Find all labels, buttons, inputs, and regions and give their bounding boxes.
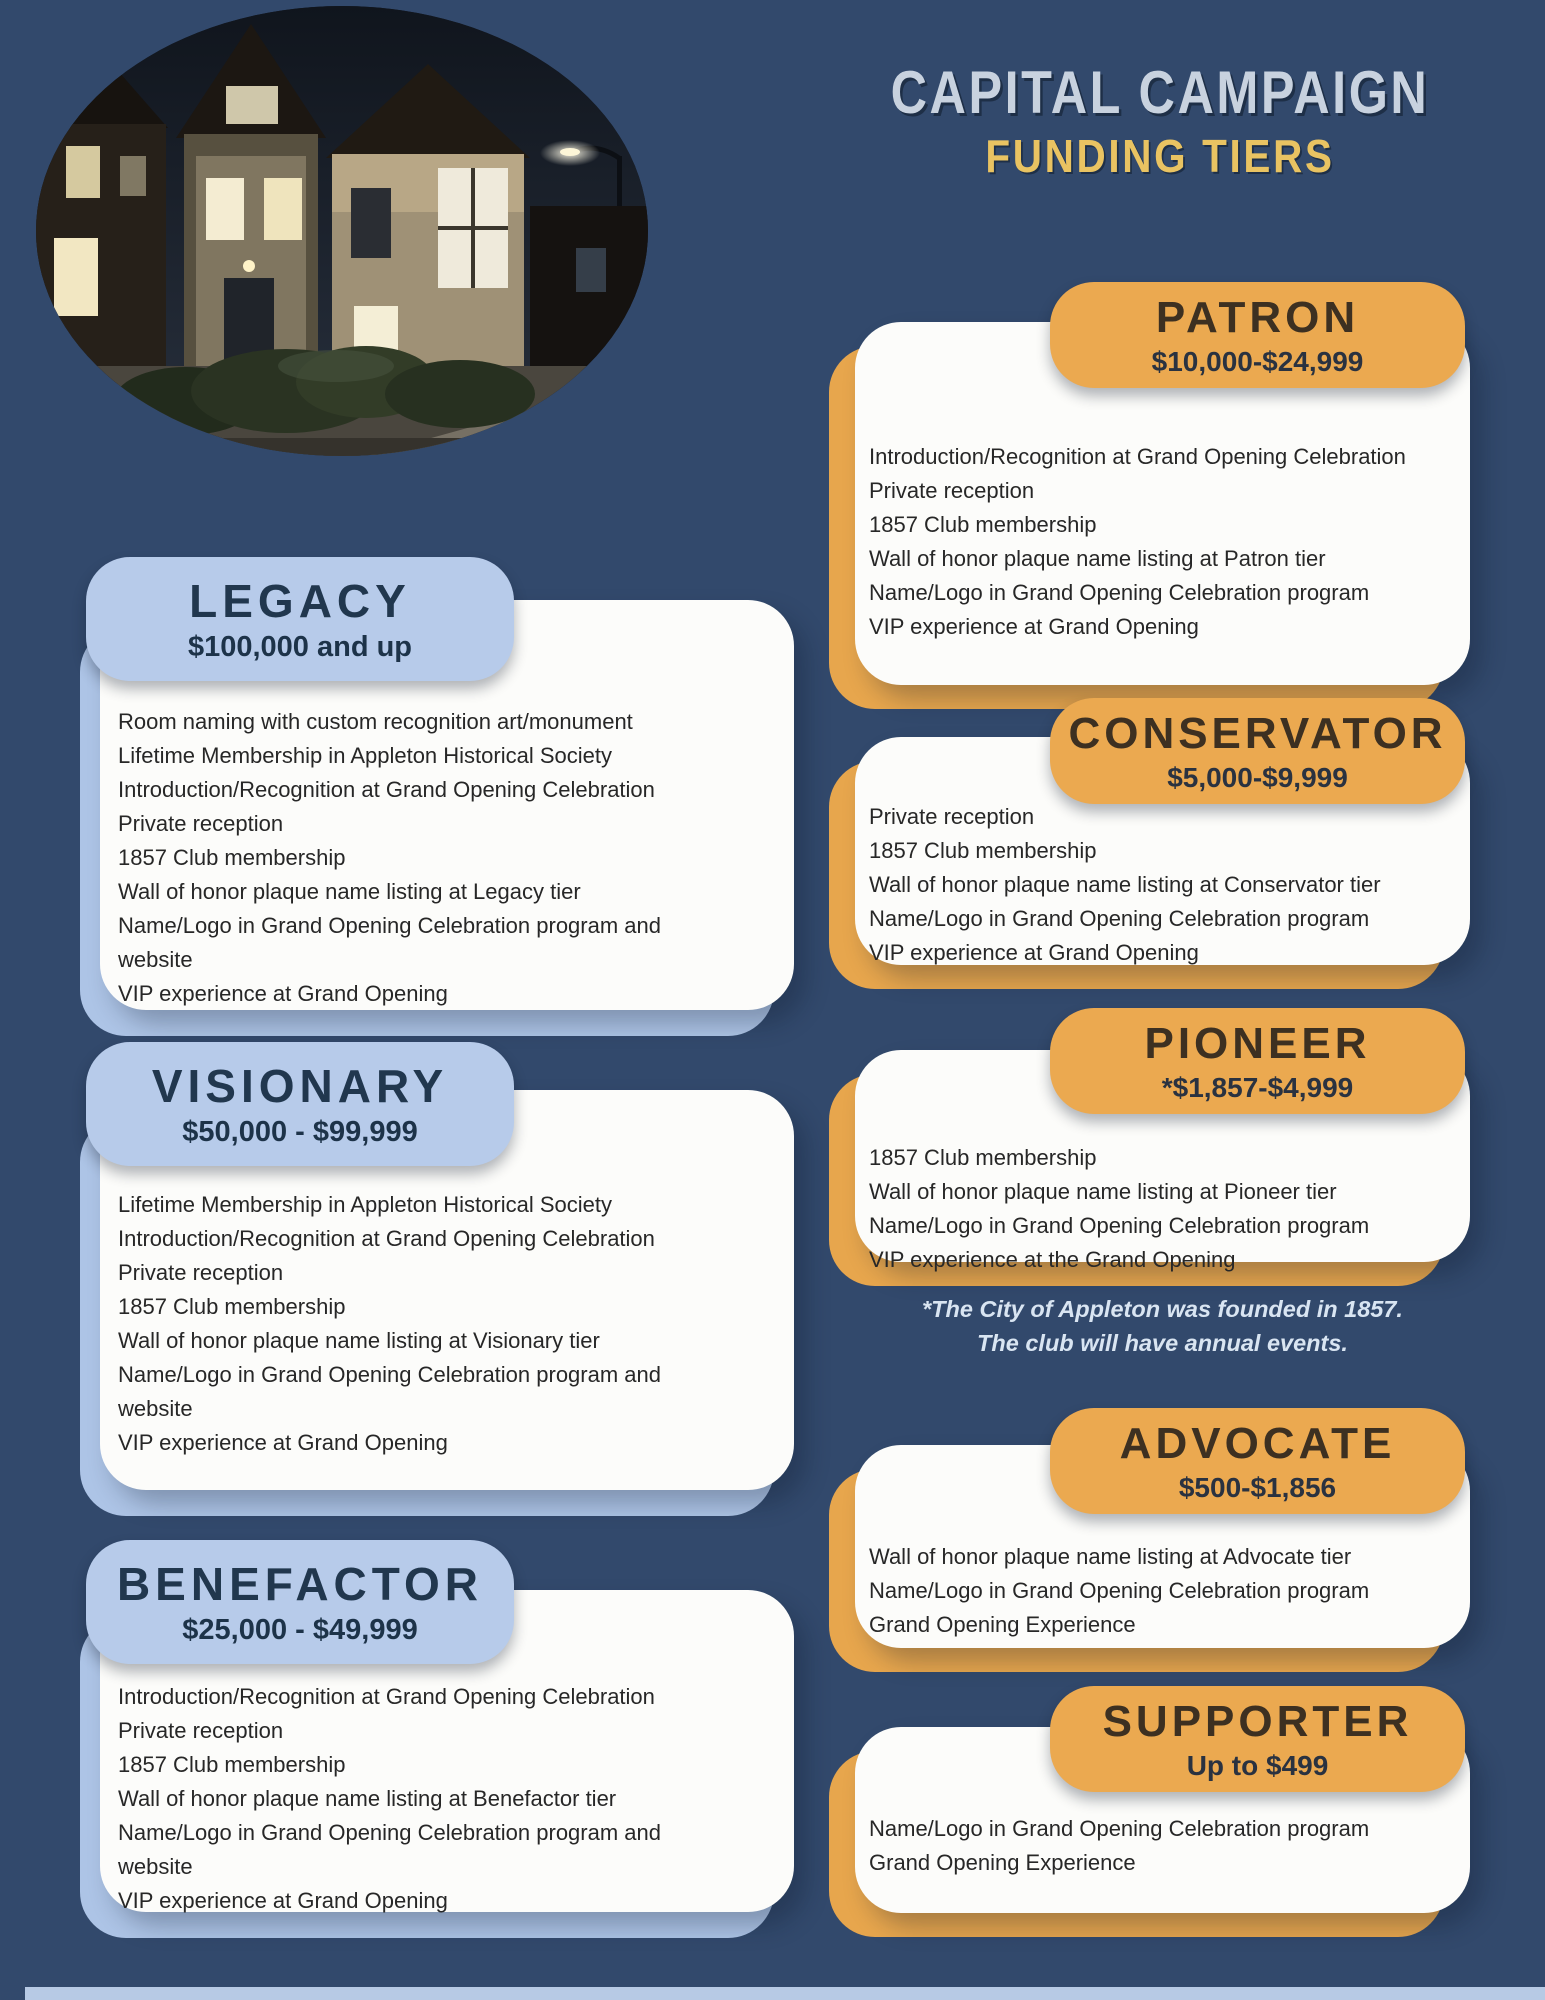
benefit-line: Private reception: [118, 811, 284, 836]
benefit-line: Wall of honor plaque name listing at Visionary tier: [118, 1328, 600, 1353]
benefit-line: Wall of honor plaque name listing at Legacy tier: [118, 879, 581, 904]
benefit-line: Introduction/Recognition at Grand Opening Celebration: [118, 1684, 655, 1709]
tier-range: $50,000 - $99,999: [182, 1116, 418, 1148]
tier-card-conservator: [855, 708, 1470, 965]
benefit-line: Private reception: [118, 1260, 284, 1285]
benefit-line: Name/Logo in Grand Opening Celebration program and website: [118, 1820, 661, 1879]
benefit-line: Grand Opening Experience: [869, 1850, 1136, 1875]
benefit-line: Lifetime Membership in Appleton Historical Society: [118, 743, 613, 768]
tier-range: $25,000 - $49,999: [182, 1614, 418, 1646]
benefit-line: Name/Logo in Grand Opening Celebration program and website: [118, 1362, 661, 1421]
benefit-line: Name/Logo in Grand Opening Celebration program: [869, 1816, 1370, 1841]
tier-card-advocate: [855, 1418, 1470, 1648]
footer-accent-bar: [25, 1987, 1545, 2000]
tier-name: BENEFACTOR: [116, 1558, 484, 1610]
benefit-line: Name/Logo in Grand Opening Celebration program: [869, 906, 1370, 931]
page-title: CAPITAL CAMPAIGN: [890, 59, 1430, 126]
benefit-line: 1857 Club membership: [869, 1145, 1097, 1170]
tier-range: Up to $499: [1186, 1749, 1329, 1781]
tier-range: $100,000 and up: [187, 631, 413, 663]
tier-name: SUPPORTER: [1102, 1696, 1413, 1746]
tier-pill-conservator: [1050, 698, 1465, 804]
tier-pill-advocate: [1050, 1408, 1465, 1514]
benefit-line: Name/Logo in Grand Opening Celebration program: [869, 580, 1370, 605]
benefit-line: VIP experience at the Grand Opening: [869, 1247, 1236, 1272]
tier-pill-patron: [1050, 282, 1465, 388]
footnote: [855, 1292, 1470, 1360]
benefit-list: [869, 1812, 1430, 1880]
tier-name: ADVOCATE: [1119, 1418, 1396, 1468]
tier-range: $10,000-$24,999: [1151, 345, 1364, 377]
footnote-line1: *The City of Appleton was founded in 1857.: [922, 1296, 1403, 1322]
benefit-line: Introduction/Recognition at Grand Opening Celebration: [118, 1226, 655, 1251]
benefit-line: 1857 Club membership: [869, 838, 1097, 863]
benefit-line: Name/Logo in Grand Opening Celebration program and website: [118, 913, 661, 972]
tier-range: *$1,857-$4,999: [1161, 1071, 1354, 1103]
benefit-line: 1857 Club membership: [118, 1752, 346, 1777]
benefit-line: Wall of honor plaque name listing at Benefactor tier: [118, 1786, 617, 1811]
benefit-line: 1857 Club membership: [118, 1294, 346, 1319]
benefit-line: Name/Logo in Grand Opening Celebration program: [869, 1213, 1370, 1238]
benefit-line: Wall of honor plaque name listing at Pioneer tier: [869, 1179, 1337, 1204]
benefit-line: Grand Opening Experience: [869, 1612, 1136, 1637]
benefit-list: [869, 440, 1430, 644]
benefit-line: Introduction/Recognition at Grand Opening Celebration: [118, 777, 655, 802]
benefit-list: [869, 800, 1430, 970]
benefit-line: VIP experience at Grand Opening: [869, 940, 1199, 965]
benefit-line: Private reception: [118, 1718, 284, 1743]
benefit-line: Introduction/Recognition at Grand Opening Celebration: [869, 444, 1406, 469]
page-subtitle: FUNDING TIERS: [985, 130, 1335, 182]
benefit-list: [869, 1540, 1430, 1642]
benefit-line: Lifetime Membership in Appleton Historical Society: [118, 1192, 613, 1217]
tier-pill-visionary: [86, 1042, 514, 1166]
tier-pill-legacy: [86, 557, 514, 681]
benefit-line: Private reception: [869, 804, 1035, 829]
benefit-line: VIP experience at Grand Opening: [118, 981, 448, 1006]
benefit-line: Wall of honor plaque name listing at Advocate tier: [869, 1544, 1352, 1569]
building-photo: [36, 6, 648, 456]
footnote-line2: The club will have annual events.: [977, 1330, 1348, 1356]
benefit-line: Room naming with custom recognition art/monument: [118, 709, 633, 734]
benefit-line: VIP experience at Grand Opening: [118, 1430, 448, 1455]
tier-card-benefactor: [100, 1558, 794, 1913]
tier-name: PIONEER: [1144, 1018, 1371, 1068]
tier-pill-pioneer: [1050, 1008, 1465, 1114]
benefit-line: VIP experience at Grand Opening: [118, 1888, 448, 1913]
building-photo-illustration: [36, 6, 648, 456]
benefit-line: Name/Logo in Grand Opening Celebration program: [869, 1578, 1370, 1603]
tier-name: PATRON: [1155, 292, 1360, 342]
tier-range: $500-$1,856: [1178, 1471, 1337, 1503]
benefit-list: [118, 1188, 694, 1460]
tier-card-patron: [855, 292, 1470, 685]
tier-pill-benefactor: [86, 1540, 514, 1664]
benefit-line: 1857 Club membership: [118, 845, 346, 870]
benefit-line: VIP experience at Grand Opening: [869, 614, 1199, 639]
benefit-line: Wall of honor plaque name listing at Conservator tier: [869, 872, 1381, 897]
tier-range: $5,000-$9,999: [1167, 761, 1348, 793]
benefit-line: Wall of honor plaque name listing at Patron tier: [869, 546, 1326, 571]
masthead: [820, 58, 1500, 183]
tier-name: LEGACY: [189, 575, 411, 627]
tier-card-supporter: [855, 1696, 1470, 1913]
tier-name: VISIONARY: [151, 1060, 449, 1112]
benefit-list: [118, 1680, 694, 1918]
benefit-list: [869, 1141, 1430, 1277]
tier-name: CONSERVATOR: [1068, 708, 1447, 758]
tier-card-pioneer: [855, 1018, 1470, 1272]
tier-pill-supporter: [1050, 1686, 1465, 1792]
tier-card-visionary: [100, 1060, 794, 1490]
benefit-line: 1857 Club membership: [869, 512, 1097, 537]
benefit-line: Private reception: [869, 478, 1035, 503]
tier-card-legacy: [100, 575, 794, 1010]
benefit-list: [118, 705, 694, 1011]
